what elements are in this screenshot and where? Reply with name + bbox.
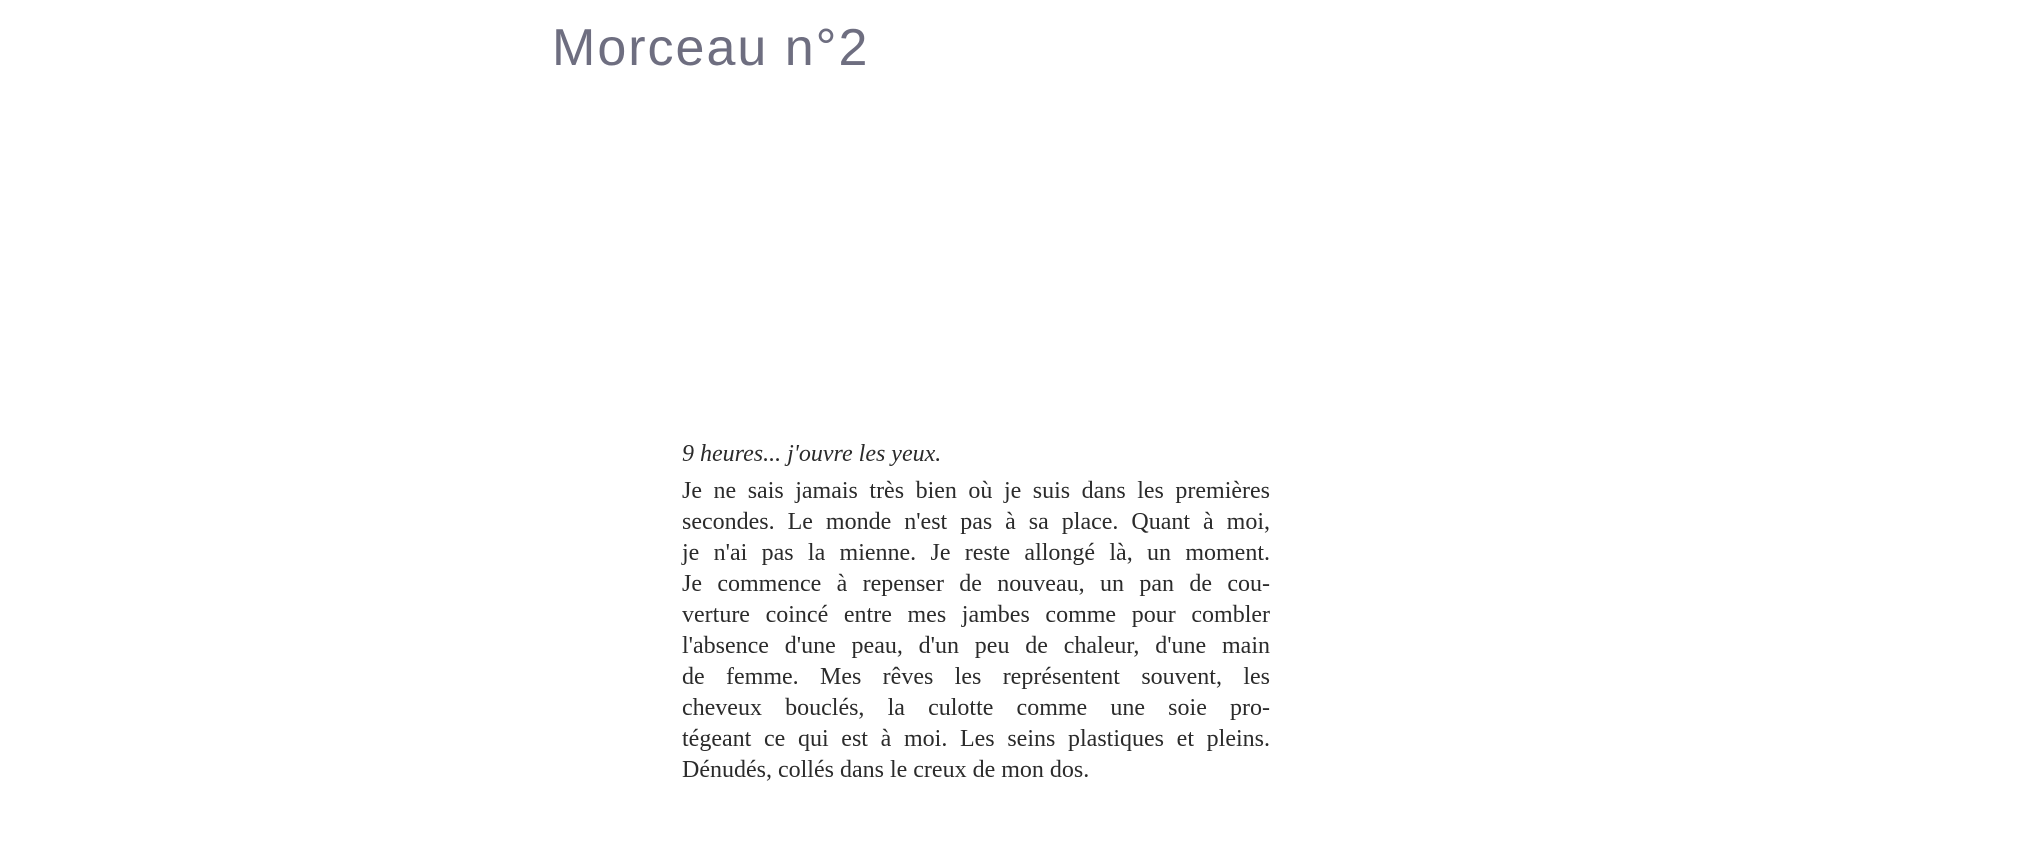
passage-line: Je ne sais jamais très bien où je suis dans les premières	[682, 478, 1270, 504]
passage-line: je n'ai pas la mienne. Je reste allongé là, un moment.	[682, 540, 1270, 566]
header-title: Morceau n°2	[552, 19, 870, 77]
passage-line: verture coincé entre mes jambes comme pour combler	[682, 602, 1270, 628]
header-title-clip	[552, 0, 870, 77]
text-passage	[682, 438, 1270, 786]
passage-intro: 9 heures... j'ouvre les yeux.	[682, 441, 942, 467]
passage-line: cheveux bouclés, la culotte comme une soie pro-	[682, 695, 1270, 721]
passage-line: Dénudés, collés dans le creux de mon dos.	[682, 757, 1090, 783]
passage-line: tégeant ce qui est à moi. Les seins plastiques et pleins.	[682, 726, 1270, 752]
passage-line: Je commence à repenser de nouveau, un pan de cou-	[682, 571, 1270, 597]
passage-line: de femme. Mes rêves les représentent souvent, les	[682, 664, 1270, 690]
passage-line: l'absence d'une peau, d'un peu de chaleur, d'une main	[682, 633, 1270, 659]
passage-line: secondes. Le monde n'est pas à sa place. Quant à moi,	[682, 509, 1270, 535]
